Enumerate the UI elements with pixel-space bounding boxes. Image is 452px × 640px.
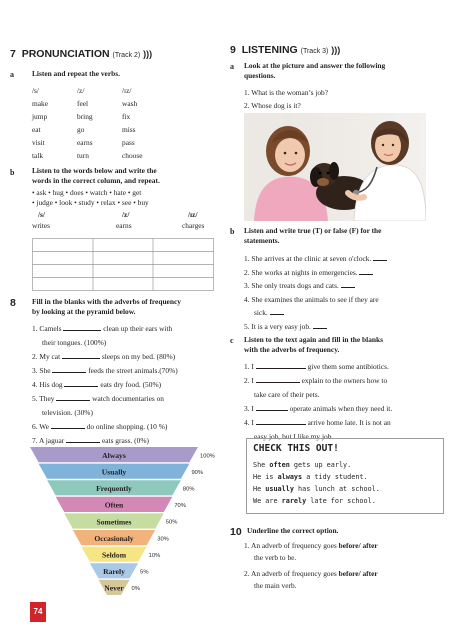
list-item: 2. She works at nights in emergencies.: [244, 266, 444, 280]
ex7b-word-list: [32, 188, 149, 208]
table-cell: eat: [32, 125, 41, 134]
table-cell: make: [32, 99, 49, 108]
table-cell: jump: [32, 112, 48, 121]
pyramid-percent: 80%: [182, 486, 195, 493]
list-item: 3. I operate animals when they need it.: [244, 404, 393, 413]
ex10-items: [244, 540, 444, 592]
ex9a-label: a: [230, 62, 234, 71]
list-item: 5. It is a very easy job.: [244, 320, 444, 334]
table-cell: miss: [122, 125, 136, 134]
table-cell: pass: [122, 138, 135, 147]
ex7-track: (Track 2): [112, 52, 141, 59]
column-example: charges: [182, 221, 205, 230]
instruction-line: with the adverbs of frequency.: [244, 345, 340, 354]
table-header: /s/: [32, 86, 39, 95]
list-item: 1. She arrives at the clinic at seven o'clock.: [244, 252, 444, 266]
ex7-title: PRONUNCIATION: [21, 48, 110, 60]
table-header: /z/: [77, 86, 85, 95]
column-head: /s/: [38, 210, 45, 219]
pyramid-percent: 10%: [148, 552, 161, 559]
ex9a-questions: [244, 86, 328, 112]
instruction-line: by looking at the pyramid below.: [32, 307, 136, 316]
list-item: 5. They watch documentaries on: [32, 394, 164, 403]
word-line: • ask • hug • does • watch • hate • get: [32, 188, 142, 197]
pyramid-percent: 50%: [165, 519, 178, 526]
instruction-line: questions.: [244, 71, 276, 80]
column-head: /z/: [122, 210, 130, 219]
pyramid-label: Sometimes: [96, 517, 132, 527]
ex9-title: LISTENING: [241, 44, 298, 56]
pyramid-percent: 5%: [140, 569, 149, 576]
list-item: 2. I explain to the owners how to: [244, 376, 388, 385]
pyramid-percent: 0%: [131, 586, 140, 593]
example-line: He usually has lunch at school.: [253, 485, 380, 493]
ex10-number: 10: [230, 526, 242, 538]
list-item-cont: the main verb.: [254, 581, 297, 590]
answer-blank[interactable]: [256, 417, 306, 425]
ex7b-column-heads: [32, 210, 212, 232]
list-item-cont: easy job, but I like my job.: [254, 432, 334, 441]
ex9a-instruction: [244, 61, 385, 81]
answer-blank[interactable]: [359, 267, 373, 275]
page-number-tab: [30, 602, 46, 622]
ex7a-verb-table: [32, 86, 212, 158]
pyramid-label: Occasionaly: [94, 533, 134, 543]
answer-blank[interactable]: [373, 253, 387, 261]
answer-blank[interactable]: [63, 323, 101, 331]
table-cell: go: [77, 125, 85, 134]
example-line: He is always a tidy student.: [253, 473, 368, 481]
word-line: • judge • look • study • relax • see • buy: [32, 198, 149, 207]
list-item: 4. I arrive home late. It is not an: [244, 418, 391, 427]
ex7a-instruction: Listen and repeat the verbs.: [32, 69, 120, 78]
answer-blank[interactable]: [256, 361, 306, 369]
list-item: 4. She examines the animals to see if they are: [244, 294, 379, 304]
answer-blank[interactable]: [313, 321, 327, 329]
answer-blank[interactable]: [66, 435, 100, 443]
ex9b-instruction: [244, 226, 381, 246]
answer-blank[interactable]: [51, 421, 85, 429]
option-choice[interactable]: before/ after: [338, 569, 378, 578]
list-item: 7. A jaguar eats grass. (0%): [32, 436, 149, 445]
ex8-instruction: [32, 297, 181, 317]
list-item-cont: sick.: [244, 306, 444, 320]
pyramid-percent: 90%: [191, 469, 204, 476]
pyramid-label: Frequently: [96, 484, 132, 494]
list-item: 1. An adverb of frequency goes before/ after: [244, 541, 378, 550]
frequency-pyramid: [30, 447, 230, 607]
vet-photo: [244, 113, 426, 221]
check-title: CHECK THIS OUT!: [253, 443, 339, 454]
ex7-heading: [10, 48, 152, 60]
ex7b-instruction: [32, 166, 160, 186]
instruction-line: Fill in the blanks with the adverbs of frequency: [32, 297, 181, 306]
answer-blank[interactable]: [52, 365, 86, 373]
list-item: 4. His dog eats dry food. (50%): [32, 380, 162, 389]
instruction-line: Listen to the words below and write the: [32, 166, 157, 175]
instruction-line: Listen and write true (T) or false (F) for the: [244, 226, 382, 235]
pyramid-percent: 100%: [200, 453, 215, 460]
list-item: 2. Whose dog is it?: [244, 101, 301, 110]
list-item: 3. She feeds the street animals.(70%): [32, 366, 178, 375]
answer-blank[interactable]: [62, 351, 100, 359]
ex9-number: 9: [230, 44, 236, 56]
list-item: 2. An adverb of frequency goes before/ after: [244, 569, 378, 578]
answer-blank[interactable]: [270, 307, 284, 315]
list-item-cont: television. (30%): [42, 408, 93, 417]
column-head: /ɪz/: [188, 210, 198, 219]
check-this-out-box: [246, 438, 444, 514]
list-item-cont: the verb to be.: [254, 553, 297, 562]
answer-blank[interactable]: [56, 393, 90, 401]
pyramid-percent: 30%: [157, 536, 169, 543]
audio-icon[interactable]: ))): [331, 45, 341, 55]
ex10-instruction: Underline the correct option.: [247, 526, 339, 535]
answer-blank[interactable]: [64, 379, 98, 387]
ex7b-answer-grid[interactable]: [32, 238, 214, 291]
ex7-number: 7: [10, 48, 16, 60]
pyramid-label: Seldom: [101, 550, 127, 560]
list-item: 6. We do online shopping. (10 %): [32, 422, 168, 431]
check-examples: [253, 459, 380, 507]
instruction-line: statements.: [244, 236, 280, 245]
instruction-line: Look at the picture and answer the following: [244, 61, 386, 70]
list-item: 2. My cat sleeps on my bed. (80%): [32, 352, 176, 361]
instruction-line: words in the correct column, and repeat.: [32, 176, 160, 185]
pyramid-label: Often: [104, 500, 124, 510]
table-cell: bring: [77, 112, 93, 121]
ex9-track: (Track 3): [300, 48, 329, 55]
table-cell: talk: [32, 151, 44, 160]
answer-blank[interactable]: [341, 280, 355, 288]
column-example: writes: [32, 221, 51, 230]
audio-icon[interactable]: ))): [143, 49, 153, 59]
pyramid-label: Rarely: [103, 567, 125, 577]
list-item-cont: take care of their pets.: [254, 390, 320, 399]
pyramid-label: Never: [104, 583, 124, 593]
answer-blank[interactable]: [256, 375, 300, 383]
option-choice[interactable]: before/ after: [338, 541, 378, 550]
table-cell: earns: [77, 138, 93, 147]
table-cell: feel: [77, 99, 89, 108]
ex9c-sentences: [244, 360, 444, 444]
page-number: 74: [33, 607, 43, 616]
list-item: 1. I give them some antibiotics.: [244, 362, 389, 371]
ex9c-instruction: [244, 335, 383, 355]
example-line: She often gets up early.: [253, 461, 352, 469]
ex9b-statements: [244, 252, 444, 333]
ex9-heading: [230, 44, 340, 56]
list-item-cont: their tongues. (100%): [42, 338, 107, 347]
ex7b-label: b: [10, 168, 15, 177]
table-cell: fix: [122, 112, 131, 121]
example-line: We are rarely late for school.: [253, 497, 376, 505]
table-cell: choose: [122, 151, 143, 160]
ex7a-label: a: [10, 70, 14, 79]
column-example: earns: [116, 221, 132, 230]
table-cell: wash: [122, 99, 138, 108]
table-header: /ɪz/: [122, 86, 132, 95]
instruction-line: Listen to the text again and fill in the blanks: [244, 335, 384, 344]
ex8-sentences: [32, 322, 222, 448]
list-item: 1. Camels clean up their ears with: [32, 324, 173, 333]
pyramid-label: Usually: [101, 467, 127, 477]
list-item: 1. What is the woman’s job?: [244, 88, 329, 97]
ex9b-label: b: [230, 227, 235, 236]
table-cell: visit: [32, 138, 45, 147]
ex9c-label: c: [230, 336, 234, 345]
table-cell: turn: [77, 151, 89, 160]
pyramid-label: Always: [102, 450, 126, 460]
pyramid-percent: 70%: [174, 503, 186, 510]
ex8-number: 8: [10, 297, 16, 309]
answer-blank[interactable]: [256, 403, 288, 411]
list-item: 3. She only treats dogs and cats.: [244, 279, 444, 293]
